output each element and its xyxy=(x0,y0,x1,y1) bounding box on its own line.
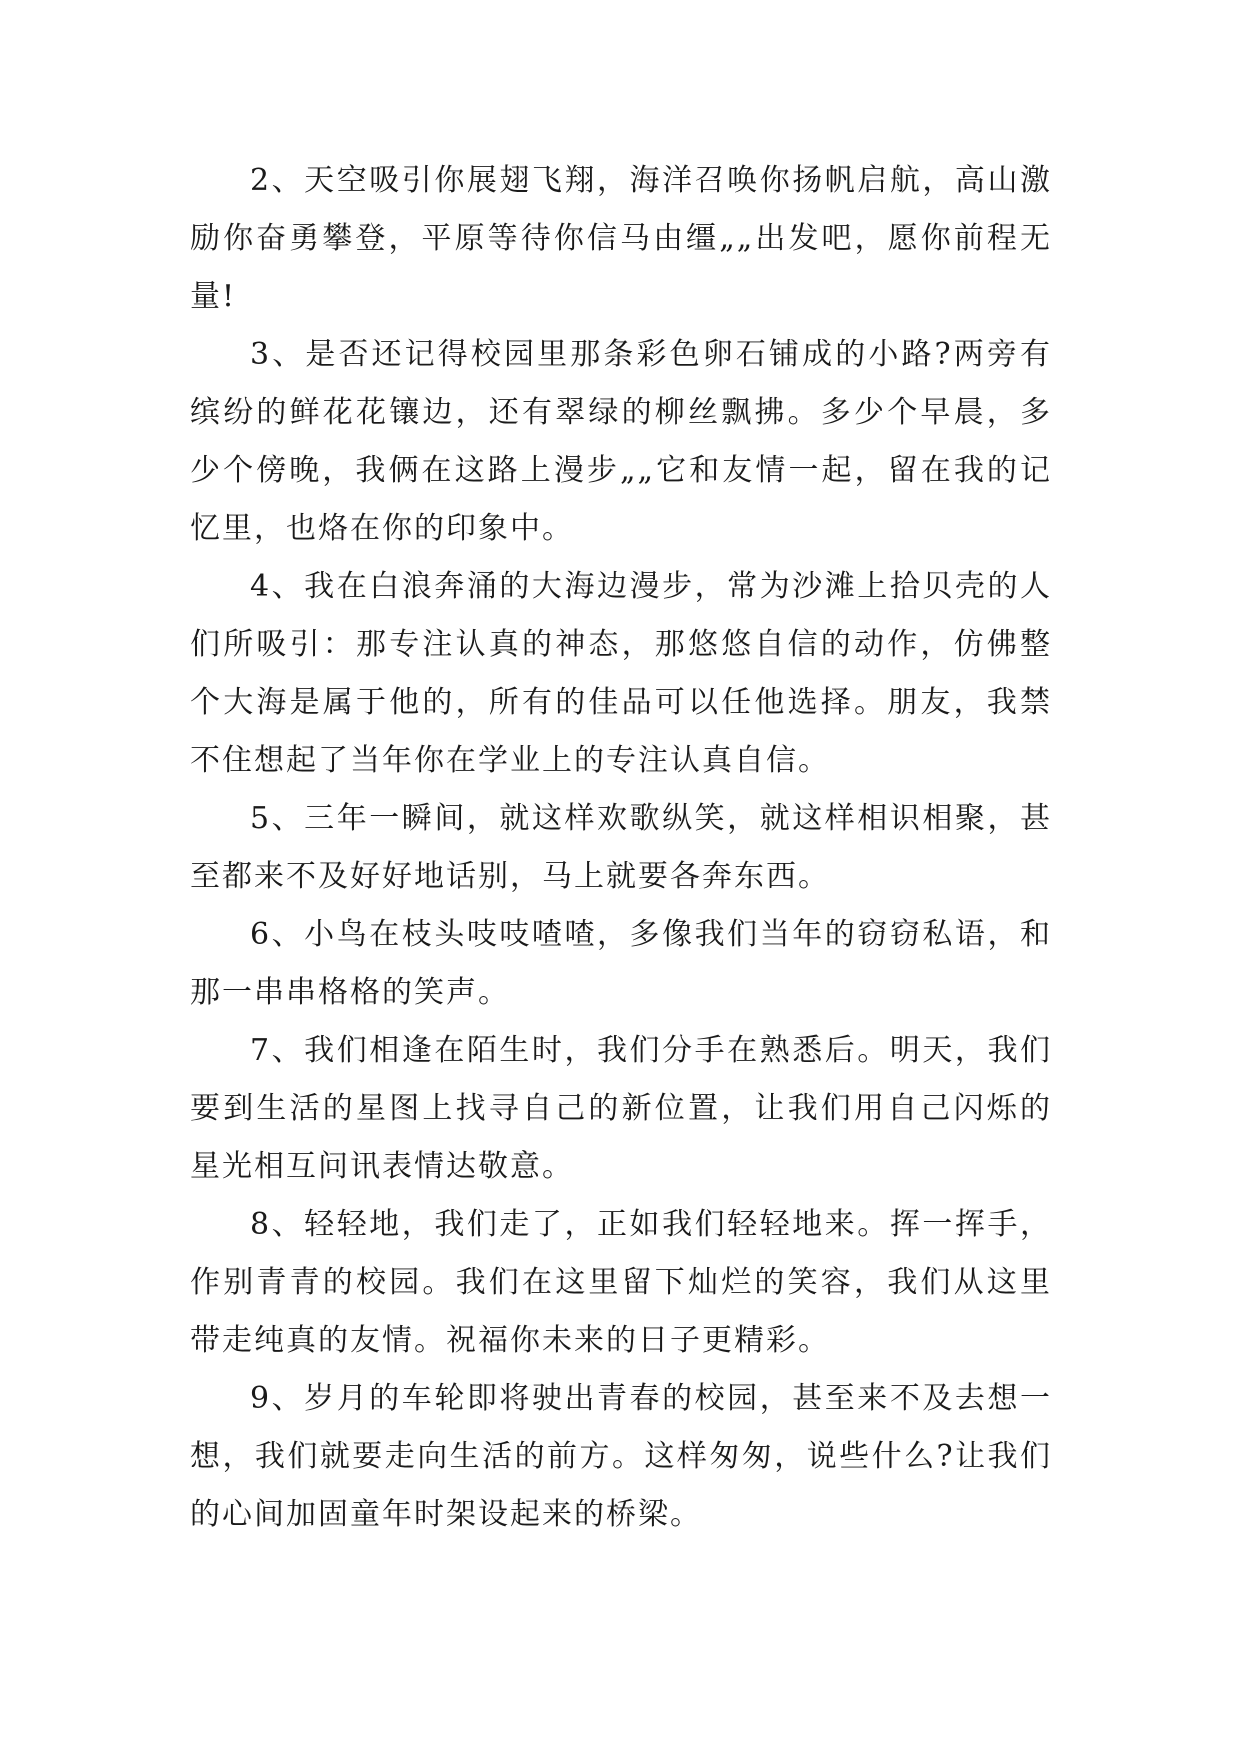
document-body xyxy=(190,152,1052,1544)
paragraph-9: 9、岁月的车轮即将驶出青春的校园，甚至来不及去想一想，我们就要走向生活的前方。这样匆匆，说些什么?让我们的心间加固童年时架设起来的桥梁。 xyxy=(190,1381,1052,1532)
paragraph-6: 6、小鸟在枝头吱吱喳喳，多像我们当年的窃窃私语，和那一串串格格的笑声。 xyxy=(190,917,1052,1010)
paragraph-5: 5、三年一瞬间，就这样欢歌纵笑，就这样相识相聚，甚至都来不及好好地话别，马上就要各奔东西。 xyxy=(190,801,1052,894)
paragraph-2: 2、天空吸引你展翅飞翔，海洋召唤你扬帆启航，高山激励你奋勇攀登，平原等待你信马由缰„„出发吧，愿你前程无量! xyxy=(190,163,1052,314)
paragraph-8: 8、轻轻地，我们走了，正如我们轻轻地来。挥一挥手，作别青青的校园。我们在这里留下灿烂的笑容，我们从这里带走纯真的友情。祝福你未来的日子更精彩。 xyxy=(190,1207,1052,1358)
paragraph-4: 4、我在白浪奔涌的大海边漫步，常为沙滩上拾贝壳的人们所吸引：那专注认真的神态，那悠悠自信的动作，仿佛整个大海是属于他的，所有的佳品可以任他选择。朋友，我禁不住想起了当年你在学业上的专注认真自信。 xyxy=(190,569,1052,778)
paragraph-7: 7、我们相逢在陌生时，我们分手在熟悉后。明天，我们要到生活的星图上找寻自己的新位置，让我们用自己闪烁的星光相互问讯表情达敬意。 xyxy=(190,1033,1052,1184)
paragraph-3: 3、是否还记得校园里那条彩色卵石铺成的小路?两旁有缤纷的鲜花花镶边，还有翠绿的柳丝飘拂。多少个早晨，多少个傍晚，我俩在这路上漫步„„它和友情一起，留在我的记忆里，也烙在你的印象中。 xyxy=(190,337,1052,546)
